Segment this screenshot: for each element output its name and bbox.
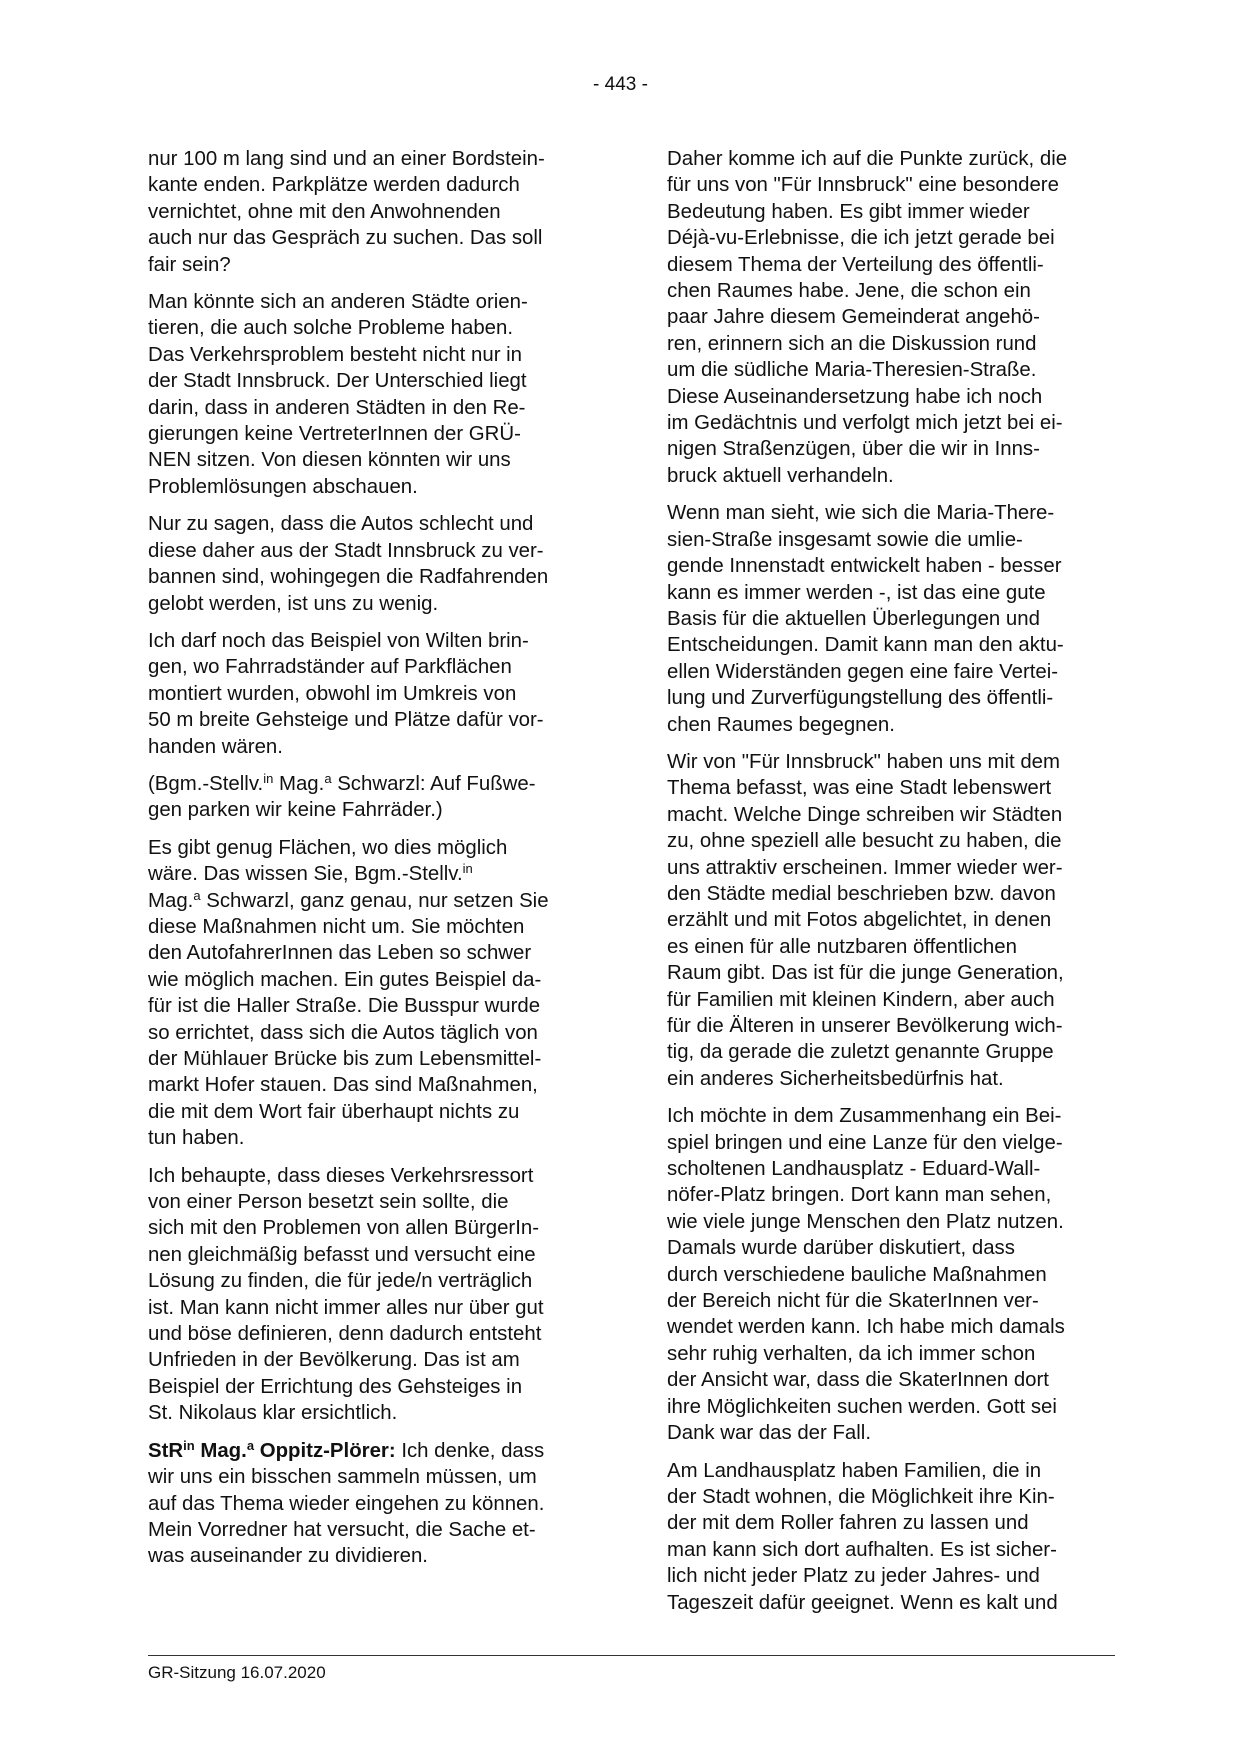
text-line: auch nur das Gespräch zu suchen. Das soll <box>148 227 543 250</box>
text-line: Wenn man sieht, wie sich die Maria-There- <box>667 502 1055 525</box>
text-line: lung und Zurverfügungstellung des öffentli- <box>667 687 1054 710</box>
text-line: Raum gibt. Das ist für die junge Generation, <box>667 962 1064 985</box>
text-line <box>148 1438 603 1464</box>
text-line: für Familien mit kleinen Kindern, aber auch <box>667 988 1055 1011</box>
text-line: auf das Thema wieder eingehen zu können. <box>148 1492 545 1515</box>
text-line: man kann sich dort aufhalten. Es ist sicher- <box>667 1538 1057 1561</box>
text-line: Tageszeit dafür geeignet. Wenn es kalt und <box>667 1591 1058 1614</box>
paragraph <box>667 749 1122 1092</box>
text-line: ist. Man kann nicht immer alles nur über gut <box>148 1296 544 1319</box>
text-line <box>148 861 603 887</box>
text-fragment: Mag. <box>148 889 194 912</box>
text-line: spiel bringen und eine Lanze für den vielge- <box>667 1131 1063 1154</box>
paragraph <box>148 289 603 500</box>
text-line: ihre Möglichkeiten suchen werden. Gott sei <box>667 1395 1057 1418</box>
text-line: chen Raumes habe. Jene, die schon ein <box>667 280 1031 303</box>
text-line: handen wären. <box>148 735 283 758</box>
text-line: tig, da gerade die zuletzt genannte Gruppe <box>667 1041 1054 1064</box>
text-line: Wir von "Für Innsbruck" haben uns mit dem <box>667 750 1060 773</box>
text-line: diesem Thema der Verteilung des öffentli- <box>667 253 1044 276</box>
text-fragment: Mag. <box>273 772 325 795</box>
text-line: Ich darf noch das Beispiel von Wilten brin- <box>148 629 529 652</box>
text-line: tun haben. <box>148 1127 245 1150</box>
text-line: ellen Widerständen gegen eine faire Vertei- <box>667 660 1059 683</box>
text-line: montiert wurden, obwohl im Umkreis von <box>148 682 517 705</box>
text-line: lich nicht jeder Platz zu jeder Jahres- und <box>667 1565 1040 1588</box>
text-line: Beispiel der Errichtung des Gehsteiges in <box>148 1375 523 1398</box>
text-line: Daher komme ich auf die Punkte zurück, die <box>667 148 1068 170</box>
text-line: wir uns ein bisschen sammeln müssen, um <box>148 1466 537 1489</box>
superscript: a <box>193 887 201 903</box>
text-fragment: wäre. Das wissen Sie, Bgm.-Stellv. <box>148 863 463 886</box>
right-column <box>667 146 1122 1627</box>
text-line: der Mühlauer Brücke bis zum Lebensmittel- <box>148 1048 542 1070</box>
text-line: was auseinander zu dividieren. <box>148 1545 428 1568</box>
paragraph <box>148 835 603 1152</box>
text-line: uns attraktiv erscheinen. Immer wieder wer- <box>667 856 1063 879</box>
text-line: Das Verkehrsproblem besteht nicht nur in <box>148 343 523 366</box>
text-fragment: Schwarzl, ganz genau, nur setzen Sie <box>200 889 549 912</box>
text-line: für die Älteren in unserer Bevölkerung wich- <box>667 1015 1063 1037</box>
text-line: Thema befasst, was eine Stadt lebenswert <box>667 777 1052 800</box>
text-line: Dank war das der Fall. <box>667 1422 871 1445</box>
superscript: a <box>246 1437 255 1453</box>
text-line: so errichtet, dass sich die Autos täglich von <box>148 1021 538 1044</box>
interjection-paragraph <box>148 771 603 824</box>
text-line: sich mit den Problemen von allen BürgerIn- <box>148 1217 540 1240</box>
text-line: Nur zu sagen, dass die Autos schlecht und <box>148 513 534 536</box>
text-line: für uns von "Für Innsbruck" eine besondere <box>667 174 1059 197</box>
text-line: Man könnte sich an anderen Städte orien- <box>148 291 528 314</box>
text-line: bruck aktuell verhandeln. <box>667 464 894 487</box>
text-line: scholtenen Landhausplatz - Eduard-Wall- <box>667 1158 1041 1181</box>
text-line: 50 m breite Gehsteige und Plätze dafür vor- <box>148 709 544 732</box>
text-line: chen Raumes begegnen. <box>667 713 895 736</box>
text-line: erzählt und mit Fotos abgelichtet, in denen <box>667 909 1052 932</box>
text-line: zu, ohne speziell alle besucht zu haben, die <box>667 830 1062 853</box>
text-line: der Stadt Innsbruck. Der Unterschied liegt <box>148 370 527 393</box>
text-line: Diese Auseinandersetzung habe ich noch <box>667 385 1043 408</box>
text-line: und böse definieren, denn dadurch entsteht <box>148 1323 542 1346</box>
paragraph <box>148 628 603 760</box>
text-line <box>148 888 603 914</box>
text-line: Entscheidungen. Damit kann man den aktu- <box>667 634 1064 657</box>
text-line: Ich behaupte, dass dieses Verkehrsressort <box>148 1164 534 1187</box>
text-line: Bedeutung haben. Es gibt immer wieder <box>667 200 1030 223</box>
text-fragment: StR <box>148 1439 184 1462</box>
text-line: der Bereich nicht für die SkaterInnen ver- <box>667 1290 1039 1313</box>
text-line: Am Landhausplatz haben Familien, die in <box>667 1459 1042 1482</box>
text-line: bannen sind, wohingegen die Radfahrenden <box>148 566 549 589</box>
text-line: der mit dem Roller fahren zu lassen und <box>667 1512 1029 1535</box>
text-fragment: Mag. <box>194 1439 247 1462</box>
text-line: durch verschiedene bauliche Maßnahmen <box>667 1263 1047 1286</box>
text-line: kann es immer werden -, ist das eine gute <box>667 581 1046 604</box>
text-line: für ist die Haller Straße. Die Busspur wurde <box>148 995 541 1018</box>
text-line: wendet werden kann. Ich habe mich damals <box>667 1316 1065 1339</box>
superscript: in <box>263 770 274 786</box>
text-line: gen parken wir keine Fahrräder.) <box>148 799 443 822</box>
text-line: Damals wurde darüber diskutiert, dass <box>667 1237 1015 1260</box>
text-line: tieren, die auch solche Probleme haben. <box>148 317 514 340</box>
speaker-name <box>148 1437 396 1462</box>
text-line: den AutofahrerInnen das Leben so schwer <box>148 942 532 965</box>
page-number: - 443 - <box>593 74 648 95</box>
text-line: markt Hofer stauen. Das sind Maßnahmen, <box>148 1074 538 1097</box>
text-line: Problemlösungen abschauen. <box>148 475 418 498</box>
text-line: vernichtet, ohne mit den Anwohnenden <box>148 200 501 223</box>
text-line: nöfer-Platz bringen. Dort kann man sehen, <box>667 1184 1052 1207</box>
text-line <box>148 771 603 797</box>
text-line: macht. Welche Dinge schreiben wir Städten <box>667 803 1063 826</box>
text-line: es einen für alle nutzbaren öffentlichen <box>667 935 1017 958</box>
text-line: Déjà-vu-Erlebnisse, die ich jetzt gerade bei <box>667 227 1055 250</box>
text-line: der Stadt wohnen, die Möglichkeit ihre Kin- <box>667 1485 1055 1508</box>
speaker-paragraph <box>148 1438 603 1570</box>
text-line: NEN sitzen. Von diesen könnten wir uns <box>148 449 511 472</box>
text-line: Mein Vorredner hat versucht, die Sache et- <box>148 1518 536 1541</box>
text-line: fair sein? <box>148 253 231 276</box>
superscript: in <box>183 1437 195 1453</box>
text-line: gierungen keine VertreterInnen der GRÜ- <box>148 423 521 446</box>
text-fragment: Oppitz-Plörer: <box>254 1439 396 1462</box>
text-line: gelobt werden, ist uns zu wenig. <box>148 592 439 615</box>
paragraph <box>667 146 1122 489</box>
text-line: Ich möchte in dem Zusammenhang ein Bei- <box>667 1105 1062 1128</box>
text-line: von einer Person besetzt sein sollte, die <box>148 1191 509 1214</box>
paragraph <box>148 511 603 617</box>
text-line: wie möglich machen. Ein gutes Beispiel da- <box>148 968 542 991</box>
text-line: den Städte medial beschrieben bzw. davon <box>667 882 1056 905</box>
text-line: Basis für die aktuellen Überlegungen und <box>667 607 1040 630</box>
text-line: sehr ruhig verhalten, da ich immer schon <box>667 1342 1036 1365</box>
paragraph <box>667 1458 1122 1616</box>
text-line: die mit dem Wort fair überhaupt nichts zu <box>148 1100 520 1123</box>
footer-session-date: GR-Sitzung 16.07.2020 <box>148 1663 326 1682</box>
text-line: im Gedächtnis und verfolgt mich jetzt bei ei- <box>667 412 1063 435</box>
text-line: gende Innenstadt entwickelt haben - besser <box>667 555 1062 578</box>
text-fragment: Ich denke, dass <box>395 1439 545 1462</box>
text-line: um die südliche Maria-Theresien-Straße. <box>667 359 1037 382</box>
text-line: ren, erinnern sich an die Diskussion rund <box>667 332 1037 355</box>
text-line: nur 100 m lang sind und an einer Bordstein- <box>148 148 545 170</box>
text-line: ein anderes Sicherheitsbedürfnis hat. <box>667 1067 1004 1090</box>
text-line: diese daher aus der Stadt Innsbruck zu ver- <box>148 539 544 562</box>
text-line: gen, wo Fahrradständer auf Parkflächen <box>148 656 512 679</box>
text-line: wie viele junge Menschen den Platz nutzen. <box>667 1210 1064 1233</box>
text-fragment: (Bgm.-Stellv. <box>148 772 264 795</box>
text-line: Lösung zu finden, die für jede/n verträglich <box>148 1270 533 1293</box>
paragraph <box>148 1163 603 1427</box>
text-line: Es gibt genug Flächen, wo dies möglich <box>148 836 508 859</box>
text-line: nen gleichmäßig befasst und versucht eine <box>148 1243 536 1266</box>
text-line: nigen Straßenzügen, über die wir in Inns- <box>667 438 1040 461</box>
superscript: a <box>324 770 332 786</box>
left-column <box>148 146 603 1581</box>
text-line: darin, dass in anderen Städten in den Re- <box>148 396 526 419</box>
text-line: sien-Straße insgesamt sowie die umlie- <box>667 528 1023 551</box>
text-fragment: Schwarzl: Auf Fußwe- <box>331 772 536 795</box>
text-line: kante enden. Parkplätze werden dadurch <box>148 174 520 197</box>
paragraph <box>667 1103 1122 1446</box>
text-line: der Ansicht war, dass die SkaterInnen dort <box>667 1369 1049 1392</box>
text-line: St. Nikolaus klar ersichtlich. <box>148 1402 398 1425</box>
text-line: diese Maßnahmen nicht um. Sie möchten <box>148 915 525 938</box>
superscript: in <box>462 861 473 877</box>
footer-divider <box>148 1655 1115 1656</box>
text-line: Unfrieden in der Bevölkerung. Das ist am <box>148 1349 520 1372</box>
paragraph <box>667 500 1122 738</box>
paragraph <box>148 146 603 278</box>
text-line: paar Jahre diesem Gemeinderat angehö- <box>667 306 1040 329</box>
